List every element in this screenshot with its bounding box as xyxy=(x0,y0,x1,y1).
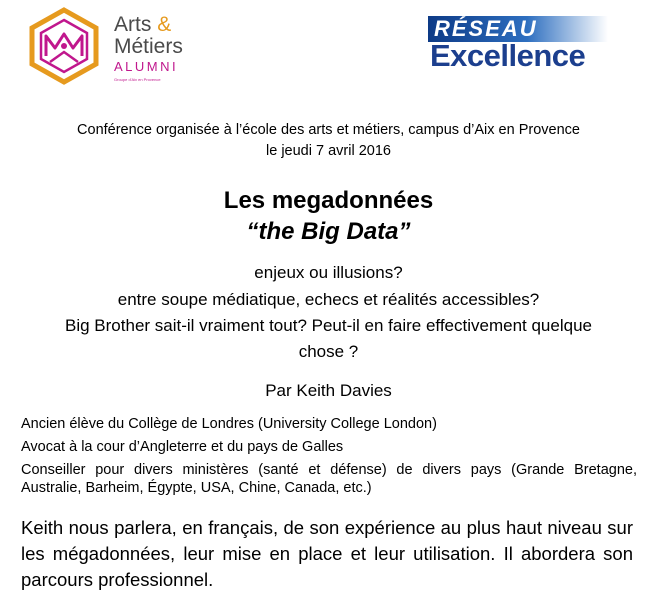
logo-ampersand: & xyxy=(157,13,172,36)
arts-et-metiers-wordmark xyxy=(114,14,183,83)
bio-education: Ancien élève du Collège de Londres (University College London) xyxy=(21,416,437,432)
arts-et-metiers-emblem-icon xyxy=(28,6,100,86)
tagline-line-4: chose ? xyxy=(298,342,359,361)
logo-excellence-text: Excellence xyxy=(430,38,586,73)
logo-group-text: Groupe d'Aix en Provence xyxy=(114,77,161,82)
logo-metiers-text: Métiers xyxy=(114,35,183,58)
reseau-excellence-logo xyxy=(428,16,608,74)
arts-et-metiers-alumni-logo xyxy=(28,6,208,86)
bio-advisory: Conseiller pour divers ministères (santé et défense) de divers pays (Grande Bretagne, Australie, Barheim, Égypte, USA, Chine, Canada, etc.) xyxy=(21,462,637,496)
logo-alumni-text: ALUMNI xyxy=(114,59,179,74)
author-byline: Par Keith Davies xyxy=(265,381,392,400)
logo-reseau-text: RÉSEAU xyxy=(434,16,538,41)
intro-line-date: le jeudi 7 avril 2016 xyxy=(266,143,391,159)
page-title: Les megadonnées xyxy=(223,187,434,214)
intro-line-venue: Conférence organisée à l’école des arts et métiers, campus d’Aix en Provence xyxy=(77,122,580,138)
tagline-line-3: Big Brother sait-il vraiment tout? Peut-il en faire effectivement quelque xyxy=(65,316,592,335)
page-subtitle: “the Big Data” xyxy=(246,218,411,245)
logo-arts-text: Arts xyxy=(114,13,152,36)
bio-profession: Avocat à la cour d’Angleterre et du pays de Galles xyxy=(21,439,344,455)
talk-description: Keith nous parlera, en français, de son expérience au plus haut niveau sur les mégadonnées, leur mise en place et leur utilisation. Il abordera son parcours professionnel. xyxy=(21,517,633,590)
tagline-line-2: entre soupe médiatique, echecs et réalités accessibles? xyxy=(117,290,540,309)
tagline-line-1: enjeux ou illusions? xyxy=(254,263,403,282)
